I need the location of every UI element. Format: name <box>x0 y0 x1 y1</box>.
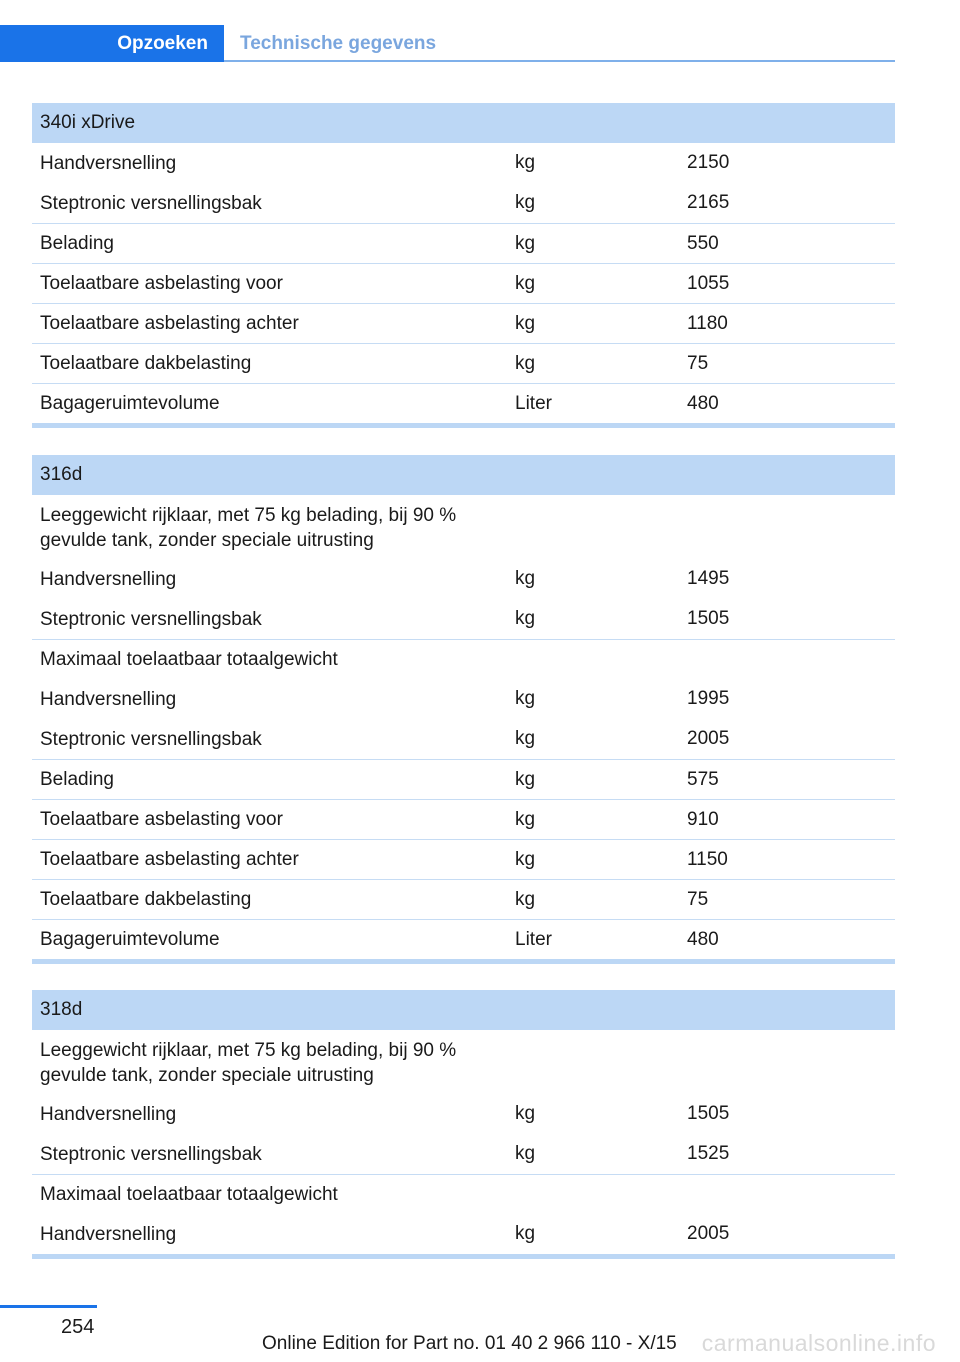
page-number-rule <box>0 1305 97 1308</box>
row-label: Belading <box>40 233 114 254</box>
table-row <box>32 1030 895 1094</box>
row-value: 480 <box>687 392 719 414</box>
row-value: 480 <box>687 928 719 950</box>
row-unit: kg <box>515 688 536 709</box>
row-unit: kg <box>515 272 536 294</box>
table-row <box>32 223 895 263</box>
table-title: 340i xDrive <box>32 103 895 143</box>
row-value: 1505 <box>687 608 730 629</box>
table-row <box>32 1134 895 1174</box>
page-number: 254 <box>61 1316 95 1338</box>
row-value: 575 <box>687 768 719 790</box>
table-row <box>32 263 895 303</box>
tab-technische-gegevens[interactable]: Technische gegevens <box>240 32 437 54</box>
table-row <box>32 1174 895 1214</box>
row-unit: kg <box>515 848 536 870</box>
row-label: Steptronic versnellingsbak <box>40 192 262 214</box>
row-label: Toelaatbare dakbelasting <box>40 889 252 910</box>
row-unit: kg <box>515 312 536 334</box>
row-unit: kg <box>515 152 536 173</box>
row-unit: kg <box>515 1103 536 1124</box>
table-row <box>32 839 895 879</box>
row-unit: kg <box>515 608 536 629</box>
row-value: 1150 <box>687 848 728 870</box>
row-label: Toelaatbare asbelasting achter <box>40 849 299 870</box>
row-value: 75 <box>687 888 709 910</box>
table-row <box>32 559 895 599</box>
table-row <box>32 1214 895 1254</box>
table-row <box>32 919 895 959</box>
row-label: Handversnelling <box>40 568 177 590</box>
table-title: 318d <box>32 990 895 1030</box>
table-title: 316d <box>32 455 895 495</box>
row-label: Toelaatbare asbelasting voor <box>40 273 283 294</box>
row-unit: kg <box>515 1143 536 1164</box>
row-unit: kg <box>515 568 536 589</box>
row-unit: kg <box>515 352 536 374</box>
row-label: Maximaal toelaatbaar totaalgewicht <box>40 1184 338 1205</box>
row-label: Handversnelling <box>40 152 177 174</box>
row-label: Bagageruimtevolume <box>40 393 220 414</box>
spec-table-318d <box>32 990 895 1259</box>
row-unit: kg <box>515 768 536 790</box>
table-row <box>32 879 895 919</box>
table-row <box>32 1094 895 1134</box>
row-value: 1525 <box>687 1143 730 1164</box>
row-unit: Liter <box>515 392 552 414</box>
row-label: Leeggewicht rijklaar, met 75 kg belading, bij 90 % gevulde tank, zonder speciale uitrusting <box>40 505 457 551</box>
spec-table-340i-xdrive <box>32 103 895 428</box>
table-row <box>32 639 895 679</box>
row-value: 75 <box>687 352 709 374</box>
row-label: Steptronic versnellingsbak <box>40 1143 262 1165</box>
page-header <box>0 0 960 62</box>
spec-table-316d <box>32 455 895 964</box>
row-label: Belading <box>40 769 114 790</box>
row-label: Steptronic versnellingsbak <box>40 728 262 750</box>
table-bottom-rule <box>32 1254 895 1259</box>
row-label: Toelaatbare asbelasting voor <box>40 809 283 830</box>
row-label: Handversnelling <box>40 1103 177 1125</box>
header-divider <box>224 60 895 62</box>
row-unit: Liter <box>515 928 552 950</box>
row-value: 2150 <box>687 152 730 173</box>
row-value: 2005 <box>687 728 730 749</box>
row-value: 1495 <box>687 568 730 589</box>
row-label: Handversnelling <box>40 688 177 710</box>
table-row <box>32 183 895 223</box>
table-row <box>32 143 895 183</box>
row-unit: kg <box>515 728 536 749</box>
row-label: Maximaal toelaatbaar totaalgewicht <box>40 649 338 670</box>
row-value: 1505 <box>687 1103 730 1124</box>
table-row <box>32 719 895 759</box>
row-value: 1995 <box>687 688 730 709</box>
tab-opzoeken[interactable]: Opzoeken <box>0 25 224 62</box>
table-row <box>32 495 895 559</box>
row-value: 910 <box>687 808 719 830</box>
row-unit: kg <box>515 808 536 830</box>
table-row <box>32 759 895 799</box>
row-label: Toelaatbare asbelasting achter <box>40 313 299 334</box>
table-bottom-rule <box>32 423 895 428</box>
row-label: Bagageruimtevolume <box>40 929 220 950</box>
row-value: 550 <box>687 232 719 254</box>
table-row <box>32 383 895 423</box>
table-bottom-rule <box>32 959 895 964</box>
table-row <box>32 599 895 639</box>
row-label: Handversnelling <box>40 1223 177 1245</box>
row-label: Leeggewicht rijklaar, met 75 kg belading, bij 90 % gevulde tank, zonder speciale uitrusting <box>40 1040 457 1086</box>
row-value: 1055 <box>687 272 730 294</box>
row-label: Toelaatbare dakbelasting <box>40 353 252 374</box>
row-value: 1180 <box>687 312 728 334</box>
table-row <box>32 343 895 383</box>
table-row <box>32 799 895 839</box>
row-value: 2005 <box>687 1223 730 1244</box>
watermark: carmanualsonline.info <box>701 1330 936 1356</box>
table-row <box>32 303 895 343</box>
edition-text: Online Edition for Part no. 01 40 2 966 110 - X/15 <box>262 1333 677 1354</box>
row-unit: kg <box>515 192 536 213</box>
row-unit: kg <box>515 1223 536 1244</box>
row-label: Steptronic versnellingsbak <box>40 608 262 630</box>
row-unit: kg <box>515 888 536 910</box>
table-row <box>32 679 895 719</box>
row-unit: kg <box>515 232 536 254</box>
row-value: 2165 <box>687 192 730 213</box>
